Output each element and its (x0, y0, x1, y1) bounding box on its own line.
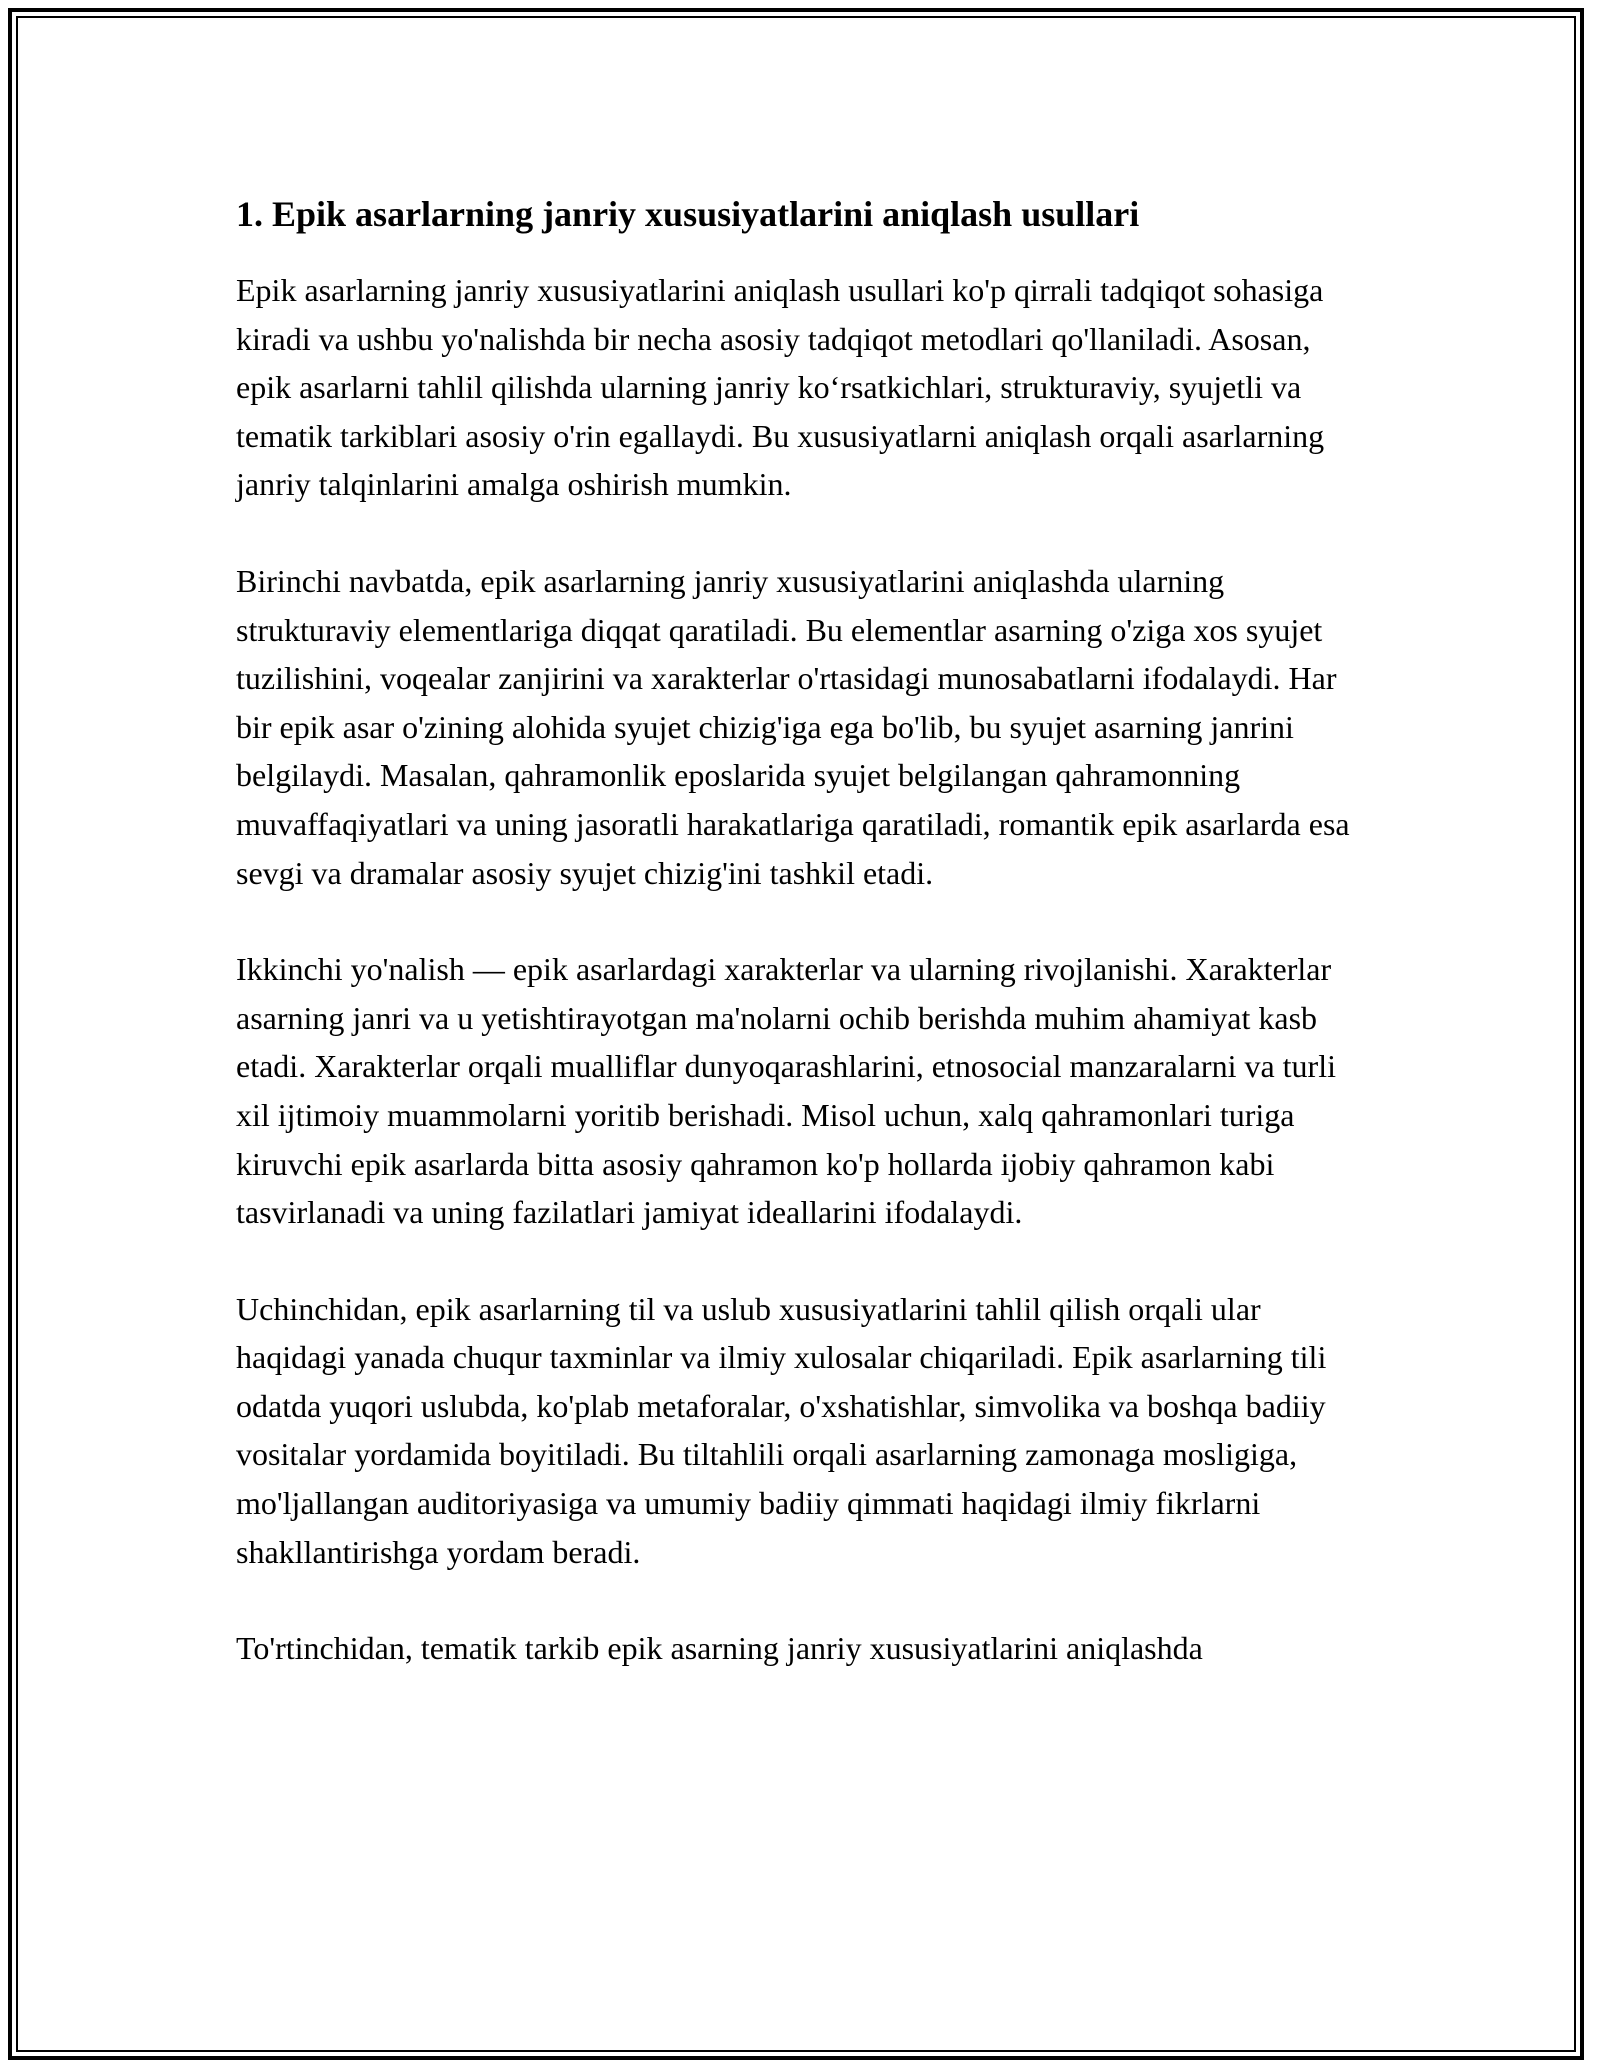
document-body (236, 188, 1366, 1673)
paragraph-characters: Ikkinchi yo'nalish — epik asarlardagi xarakterlar va ularning rivojlanishi. Xarakterlar asarning janri va u yetishtirayotgan ma'nolarni ochib berishda muhim ahamiyat kasb etadi. Xarakterlar orqali mualliflar dunyoqarashlarini, etnosocial manzaralarni va turli xil ijtimoiy muammolarni yoritib berishadi. Misol uchun, xalq qahramonlari turiga kiruvchi epik asarlarda bitta asosiy qahramon ko'p hollarda ijobiy qahramon kabi tasvirlanadi va uning fazilatlari jamiyat ideallarini ifodalaydi. (236, 951, 1336, 1231)
paragraph-language-style: Uchinchidan, epik asarlarning til va uslub xususiyatlarini tahlil qilish orqali ular haqidagi yanada chuqur taxminlar va ilmiy xulosalar chiqariladi. Epik asarlarning tili odatda yuqori uslubda, ko'plab metaforalar, o'xshatishlar, simvolika va boshqa badiiy vositalar yordamida boyitiladi. Bu tiltahlili orqali asarlarning zamonaga mosligiga, mo'ljallangan auditoriyasiga va umumiy badiiy qimmati haqidagi ilmiy fikrlarni shakllantirishga yordam beradi. (236, 1290, 1327, 1570)
paragraph-intro: Epik asarlarning janriy xususiyatlarini aniqlash usullari ko'p qirrali tadqiqot sohasiga kiradi va ushbu yo'nalishda bir necha asosiy tadqiqot metodlari qo'llaniladi. Asosan, epik asarlarni tahlil qilishda ularning janriy ko‘rsatkichlari, strukturaviy, syujetli va tematik tarkiblari asosiy o'rin egallaydi. Bu xususiyatlarni aniqlash orqali asarlarning janriy talqinlarini amalga oshirish mumkin. (236, 272, 1325, 503)
paragraph-thematic: To'rtinchidan, tematik tarkib epik asarning janriy xususiyatlarini aniqlashda (236, 1630, 1203, 1667)
paragraph-structure: Birinchi navbatda, epik asarlarning janriy xususiyatlarini aniqlashda ularning strukturaviy elementlariga diqqat qaratiladi. Bu elementlar asarning o'ziga xos syujet tuzilishini, voqealar zanjirini va xarakterlar o'rtasidagi munosabatlarni ifodalaydi. Har bir epik asar o'zining alohida syujet chizig'iga ega bo'lib, bu syujet asarning janrini belgilaydi. Masalan, qahramonlik eposlarida syujet belgilangan qahramonning muvaffaqiyatlari va uning jasoratli harakatlariga qaratiladi, romantik epik asarlarda esa sevgi va dramalar asosiy syujet chizig'ini tashkil etadi. (236, 562, 1350, 891)
section-heading: 1. Epik asarlarning janriy xususiyatlarini aniqlash usullari (236, 194, 1140, 234)
